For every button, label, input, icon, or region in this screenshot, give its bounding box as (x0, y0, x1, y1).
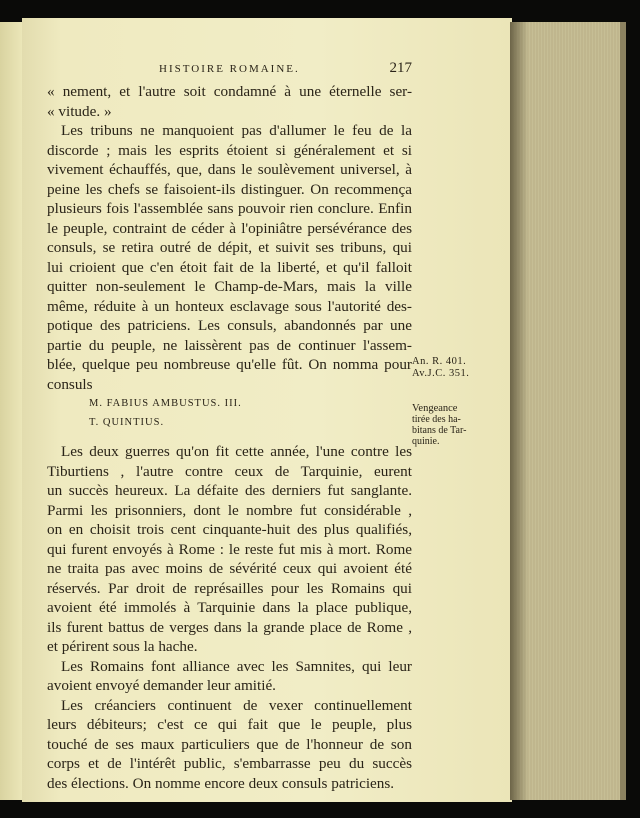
text-line: corps et de l'intérêt public, s'embarrasse peu du succès (47, 755, 412, 772)
page-number: 217 (389, 60, 412, 76)
text-line: peine les chefs se faisoient-ils distinguer. On recommença (47, 180, 412, 198)
text-line: Les Romains font alliance avec les Samnites, qui leur (61, 657, 412, 675)
text-line: Les tribuns ne manquoient pas d'allumer le feu de la (61, 122, 412, 139)
text-line: Parmi les prisonniers, dont le nombre fut considérable , (47, 501, 412, 519)
consul-name: M. FABIUS AMBUSTUS. III. (89, 398, 242, 409)
text-line: avoient été immolés à Tarquinie dans la place publique, (47, 599, 412, 616)
margin-note-line: Vengeance (412, 403, 458, 414)
text-line: « vitude. » (47, 102, 112, 120)
spacer (47, 432, 412, 442)
running-header (47, 60, 412, 78)
text-line: même, réduite à un honteux esclavage sous l'autorité des- (47, 297, 412, 315)
consul-name: T. QUINTIUS. (89, 417, 165, 428)
text-line: un succès heureux. La défaite des derniers fut sanglante. (47, 482, 412, 499)
text-line: ne traita pas avec moins de sévérité ceux qui avoient été (47, 560, 412, 577)
margin-note-line: tirée des ha- (412, 414, 461, 425)
text-line: Tiburtiens , l'autre contre ceux de Tarquinie, eurent (47, 462, 412, 480)
text-line: qui furent envoyés à Rome : le reste fut mis à mort. Rome (47, 540, 412, 558)
text-line: leurs débiteurs; c'est ce qui fait que le peuple, plus (47, 716, 412, 733)
text-line: blée, quelque peu nombreuse qu'elle fût. On nomma pour (47, 356, 412, 373)
text-line: on en choisit trois cent cinquante-huit des plus qualifiés, (47, 521, 412, 538)
text-line: et périrent sous la hache. (47, 638, 198, 655)
text-line: discorde ; mais les esprits étoient si généralement et si (47, 141, 412, 159)
text-line: Les créanciers continuent de vexer continuellement (61, 696, 412, 714)
text-line: réservés. Par droit de représailles pour les Romains qui (47, 579, 412, 597)
text-line: le peuple, contraint de céder à l'opiniâtre persévérance des (47, 219, 412, 237)
text-line: consuls, se retira outré de dépit, et suivit ses tribuns, qui (47, 239, 412, 256)
margin-note-year (412, 356, 469, 380)
body-text (47, 82, 412, 793)
text-line: ils furent battus de verges dans la grande place de Rome , (47, 618, 412, 636)
text-line: plusieurs fois l'assemblée sans pouvoir rien conclure. Enfin (47, 200, 412, 217)
page-fore-edge (510, 22, 626, 800)
text-line: Les deux guerres qu'on fit cette année, l'une contre les (61, 443, 412, 460)
text-line: des élections. On nomme encore deux consuls patriciens. (47, 774, 395, 792)
margin-note-line: quinie. (412, 436, 440, 447)
text-line: potique des patriciens. Les consuls, abandonnés par une (47, 317, 412, 334)
text-line: consuls (47, 375, 93, 393)
margin-note-line: Av.J.C. 351. (412, 368, 470, 379)
text-line: avoient envoyé demander leur amitié. (47, 677, 276, 694)
text-line: « nement, et l'autre soit condamné à une éternelle ser- (47, 83, 412, 100)
facing-page-edge (0, 22, 22, 800)
text-line: vivement échauffés, que, dans le soulèvement universel, à (47, 161, 412, 178)
text-line: lui crioient que c'en étoit fait de la liberté, et qu'il falloit (47, 258, 412, 276)
text-line: touché de ses maux particuliers que de l'honneur de son (47, 735, 412, 753)
margin-note-vengeance (412, 403, 480, 447)
text-line: partie du peuple, ne laissèrent pas de continuer l'assem- (47, 336, 412, 354)
text-line: quitter non-seulement le Champ-de-Mars, mais la ville (47, 278, 412, 295)
running-title: HISTOIRE ROMAINE. (159, 63, 300, 75)
margin-note-line: An. R. 401. (412, 356, 467, 367)
margin-note-line: bitans de Tar- (412, 425, 467, 436)
